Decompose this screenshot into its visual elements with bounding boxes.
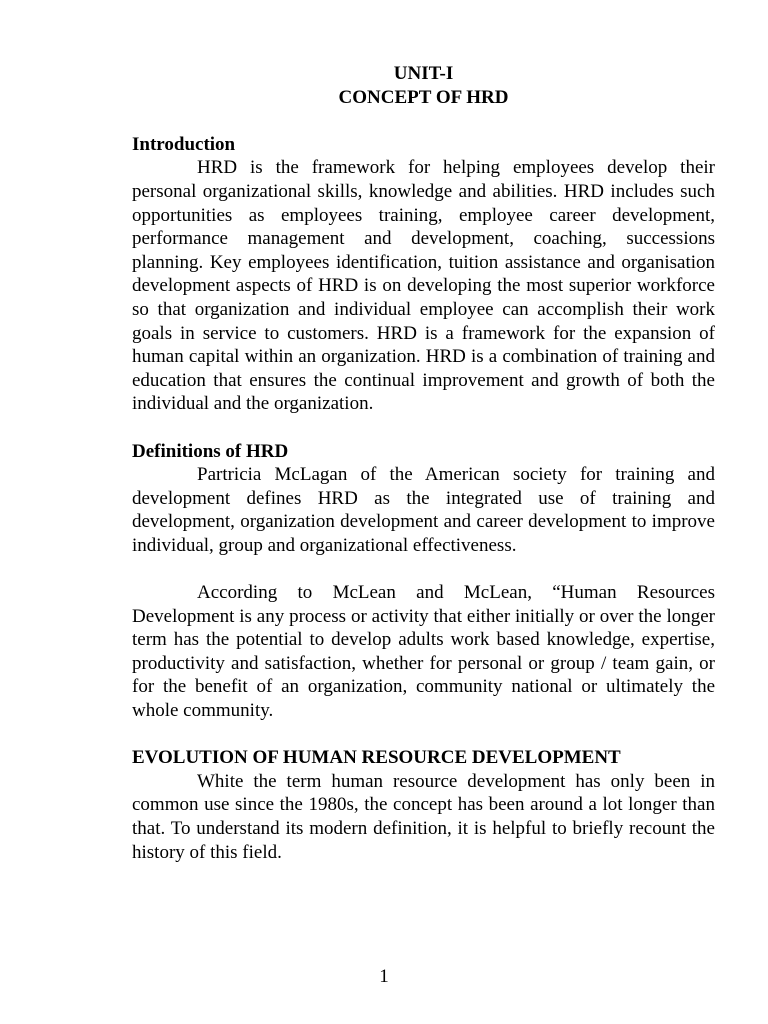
document-page <box>132 62 715 864</box>
definitions-paragraph-1: Partricia McLagan of the American society for training and development defines HRD as the integrated use of training and development, organization development and career development to improve individual, group and organizational effectiveness. <box>132 464 715 556</box>
definitions-heading: Definitions of HRD <box>132 440 289 462</box>
page-number: 1 <box>379 966 389 987</box>
document-title: CONCEPT OF HRD <box>338 86 509 108</box>
evolution-heading: EVOLUTION OF HUMAN RESOURCE DEVELOPMENT <box>132 747 621 769</box>
definitions-paragraph-2: According to McLean and McLean, “Human Resources Development is any process or activity that either initially or over the longer term has the potential to develop adults work based knowledge, expertise, productivity and satisfaction, whether for personal or group / team gain, or for the benefit of an organization, community national or ultimately the whole community. <box>132 582 715 722</box>
evolution-paragraph: White the term human resource development has only been in common use since the 1980s, the concept has been around a lot longer than that. To understand its modern definition, it is helpful to briefly recount the history of this field. <box>132 770 715 863</box>
spacer <box>132 416 715 440</box>
introduction-heading: Introduction <box>132 133 236 155</box>
spacer <box>132 557 715 581</box>
spacer <box>132 723 715 747</box>
introduction-paragraph: HRD is the framework for helping employees develop their personal organizational skills, knowledge and abilities. HRD includes such opportunities as employees training, employee career development, performance management and development, coaching, successions planning. Key employees identification, tuition assistance and organisation development aspects of HRD is on developing the most superior workforce so that organization and individual employee can accomplish their work goals in service to customers. HRD is a framework for the expansion of human capital within an organization. HRD is a combination of training and education that ensures the continual improvement and growth of both the individual and the organization. <box>132 157 715 415</box>
spacer <box>132 109 715 133</box>
unit-label: UNIT-I <box>393 63 454 84</box>
